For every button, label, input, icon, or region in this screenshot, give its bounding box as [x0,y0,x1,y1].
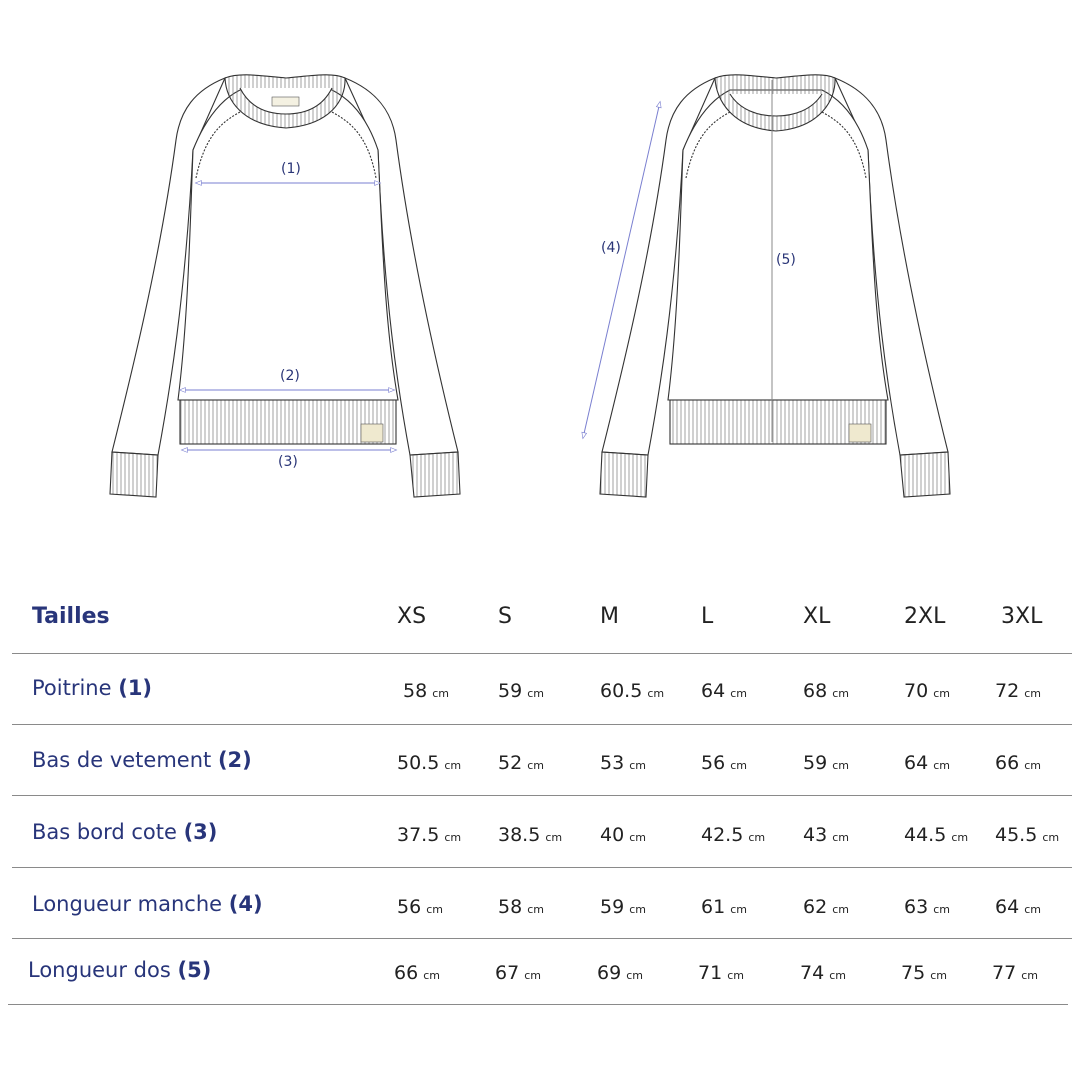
table-cell: 53 cm [600,752,646,774]
table-cell: 50.5 cm [397,752,462,774]
front-sweatshirt [110,75,460,497]
table-cell: 59 cm [803,752,849,774]
back-sweatshirt [600,75,950,497]
table-cell: 56 cm [701,752,747,774]
size-header: S [498,604,512,629]
row-label: Longueur manche (4) [32,892,263,916]
table-cell: 56 cm [397,896,443,918]
table-cell: 61 cm [701,896,747,918]
table-cell: 77 cm [992,962,1038,984]
table-divider [12,724,1072,725]
measure-label-4: (4) [601,240,621,256]
table-cell: 44.5 cm [904,824,969,846]
measure-label-5: (5) [776,252,796,268]
size-header: L [701,604,714,629]
measure-label-2: (2) [280,368,300,384]
size-header: M [600,604,619,629]
table-cell: 43 cm [803,824,849,846]
table-cell: 69 cm [597,962,643,984]
table-cell: 42.5 cm [701,824,766,846]
size-header: XL [803,604,831,629]
table-cell: 52 cm [498,752,544,774]
table-cell: 45.5 cm [995,824,1060,846]
table-cell: 71 cm [698,962,744,984]
table-cell: 40 cm [600,824,646,846]
table-cell: 59 cm [498,680,544,702]
table-cell: 58 cm [403,680,449,702]
header-label: Tailles [32,604,110,629]
size-header: 3XL [1001,604,1043,629]
table-divider [8,1004,1068,1005]
table-cell: 67 cm [495,962,541,984]
table-divider [12,867,1072,868]
table-cell: 63 cm [904,896,950,918]
table-cell: 75 cm [901,962,947,984]
table-cell: 70 cm [904,680,950,702]
table-cell: 64 cm [701,680,747,702]
size-header: XS [397,604,427,629]
row-label: Longueur dos (5) [28,958,212,982]
table-divider [12,938,1072,939]
table-cell: 74 cm [800,962,846,984]
table-cell: 72 cm [995,680,1041,702]
table-cell: 66 cm [995,752,1041,774]
row-label: Poitrine (1) [32,676,153,700]
measure-label-3: (3) [278,454,298,470]
size-header: 2XL [904,604,946,629]
table-divider [12,795,1072,796]
table-cell: 60.5 cm [600,680,665,702]
row-label: Bas de vetement (2) [32,748,252,772]
row-label: Bas bord cote (3) [32,820,218,844]
table-cell: 62 cm [803,896,849,918]
table-cell: 66 cm [394,962,440,984]
measure-label-1: (1) [281,161,301,177]
table-cell: 64 cm [995,896,1041,918]
table-cell: 37.5 cm [397,824,462,846]
table-cell: 58 cm [498,896,544,918]
table-divider [12,653,1072,654]
table-cell: 38.5 cm [498,824,563,846]
table-cell: 59 cm [600,896,646,918]
table-cell: 68 cm [803,680,849,702]
table-cell: 64 cm [904,752,950,774]
